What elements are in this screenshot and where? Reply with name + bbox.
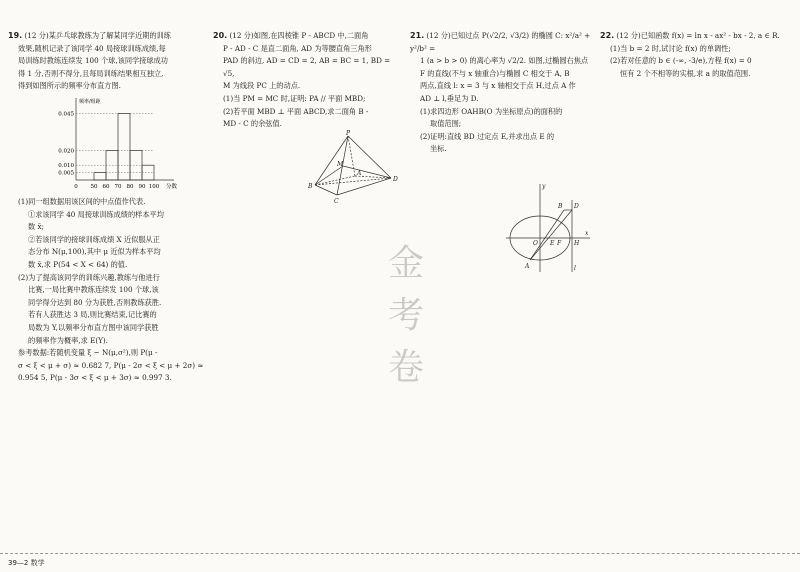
q19-line-1: 19. (12 分)某乒乓球教练为了解某同学近期的训练 (8, 31, 171, 40)
label-D: D (393, 176, 398, 183)
q21-line-1: 21. (12 分)已知过点 P(√2/2, √3/2) 的椭圆 C: x²/a² + y²/b² = (410, 31, 591, 53)
q21-line-3: F 的直线(不与 x 轴重合)与椭圆 C 相交于 A, B (420, 68, 570, 78)
ellipse-figure (502, 180, 592, 275)
x-tick-label: 60 (102, 184, 110, 190)
q19-ref-3: 0.954 5, P(μ - 3σ < ξ < μ + 3σ) ≈ 0.997 3. (18, 373, 172, 383)
question-21 (410, 30, 592, 272)
label-E: E (550, 240, 555, 247)
label-D: D (574, 203, 579, 210)
watermark: 金考卷 (387, 243, 424, 388)
question-20 (213, 30, 403, 205)
q22-line-2: (1)当 b = 2 时,试讨论 f(x) 的单调性; (610, 43, 731, 53)
q22-line-4: 恒有 2 个不相等的实根,求 a 的取值范围. (620, 68, 751, 78)
q19-sub-7: (2)为了提高该同学的训练兴趣,教练与他进行 (18, 272, 160, 282)
frequency-histogram (48, 96, 198, 196)
x-tick-label: 50 (90, 184, 98, 190)
y-axis-label: 频率/组距 (79, 99, 101, 105)
q21-line-2: 1 (a > b > 0) 的离心率为 √2/2. 如图,过椭圆右焦点 (420, 56, 589, 66)
x-tick-label: 80 (126, 184, 134, 190)
question-19 (8, 30, 206, 383)
label-P: P (346, 130, 351, 137)
label-C: C (334, 198, 339, 205)
q20-line-1: 20. (12 分)如图,在四棱锥 P - ABCD 中,二面角 (213, 31, 369, 40)
question-22 (600, 30, 792, 80)
x-tick-label: 0 (74, 184, 78, 190)
q19-sub-4: ②若该同学的接球训练成绩 X 近似服从正 (28, 234, 160, 244)
label-B: B (558, 203, 563, 210)
q21-line-7: 取值范围; (430, 119, 462, 129)
q19-sub-1: (1)同一组数据用该区间的中点值作代表. (18, 197, 146, 206)
q21-line-8: (2)证明:直线 BD 过定点 E,并求出点 E 的 (420, 131, 555, 141)
label-B: B (308, 183, 313, 190)
label-M: M (337, 161, 344, 168)
q20-line-4: M 为线段 PC 上的动点. (223, 81, 301, 91)
y-tick-label: 0.005 (58, 170, 74, 177)
x-axis-label: 分数 (166, 184, 178, 190)
y-tick-label: 0.010 (58, 163, 74, 170)
q19-number: 19. (8, 31, 23, 40)
q19-line-4: 得 1 分,否则不得分,且每局训练结果相互独立, (18, 68, 164, 78)
q20-line-5: (1)当 PM = MC 时,证明: PA // 平面 MBD; (223, 93, 366, 103)
x-tick-label: 70 (114, 184, 122, 190)
histogram-bar (118, 113, 130, 180)
q20-line-7: MD - C 的余弦值. (223, 119, 282, 129)
q21-line-6: (1)求四边形 OAHB(O 为坐标原点)的面积的 (420, 106, 563, 116)
label-l: l (574, 265, 576, 272)
x-tick-label: 90 (138, 184, 146, 190)
footer-divider (0, 553, 800, 554)
q19-ref-1: 参考数据:若随机变量 ξ ~ N(μ,σ²),则 P(μ - (18, 348, 158, 358)
label-O: O (533, 240, 538, 247)
label-A: A (525, 263, 530, 270)
q19-sub-11: 局数为 Y,以频率分布直方图中该同学获胜 (28, 322, 159, 332)
q19-sub-12: 的频率作为概率,求 E(Y). (28, 335, 108, 345)
q19-sub-5: 态分布 N(μ,100),其中 μ 近似为样本平均 (28, 247, 161, 257)
page-footer: 39—2 数学 (8, 559, 45, 567)
label-x: x (585, 230, 589, 237)
q19-line-5: 得到如图所示的频率分布直方图. (18, 81, 121, 91)
q20-line-3: PAD 的斜边, AD = CD = 2, AB = BC = 1, BD = √5, (223, 56, 391, 78)
q20-line-6: (2)若平面 MBD ⊥ 平面 ABCD,求二面角 B - (223, 106, 369, 116)
q20-line-2: P - AD - C 是直二面角, AD 为等腰直角三角形 (223, 43, 372, 53)
q19-line-2: 效果,随机记录了该同学 40 局接球训练成绩,每 (18, 43, 166, 53)
q19-sub-3: 数 x̄; (28, 222, 44, 232)
x-tick-label: 100 (148, 184, 160, 190)
y-tick-label: 0.020 (58, 148, 74, 155)
q19-sub-9: 同学得分达到 80 分为获胜,否则教练获胜. (28, 297, 162, 307)
label-A: A (357, 170, 362, 177)
q22-line-3: (2)若对任意的 b ∈ (-∞, -3/e),方程 f(x) = 0 (610, 56, 752, 66)
q21-number: 21. (410, 31, 425, 40)
q22-line-1: 22. (12 分)已知函数 f(x) = ln x - ax² - bx - 2, a ∈ R. (600, 31, 780, 40)
label-y: y (542, 183, 546, 190)
q22-number: 22. (600, 31, 615, 40)
q21-line-5: AD ⊥ l,垂足为 D. (420, 93, 479, 103)
q19-sub-10: 若有人获胜达 3 局,则比赛结束,记比赛的 (28, 310, 157, 320)
q19-ref-2: σ < ξ < μ + σ) ≈ 0.682 7, P(μ - 2σ < ξ < μ + 2σ) ≈ (18, 360, 204, 370)
q19-line-3: 局训练时教练连续发 100 个球,该同学接球成功 (18, 56, 168, 66)
q21-line-9: 坐标. (430, 144, 447, 154)
q19-sub-6: 数 x̄,求 P(54 < X < 64) 的值. (28, 259, 128, 269)
q19-sub-2: ①求该同学 40 局接球训练成绩的样本平均 (28, 209, 164, 219)
q21-line-4: 两点,直线 l: x = 3 与 x 轴相交于点 H,过点 A 作 (420, 81, 576, 91)
label-H: H (574, 240, 580, 247)
y-tick-label: 0.045 (58, 111, 74, 118)
label-F: F (557, 240, 562, 247)
pyramid-figure (303, 130, 403, 215)
histogram-bar (94, 173, 106, 180)
q20-number: 20. (213, 31, 228, 40)
q19-sub-8: 比赛,一局比赛中教练连续发 100 个球,该 (28, 285, 159, 295)
